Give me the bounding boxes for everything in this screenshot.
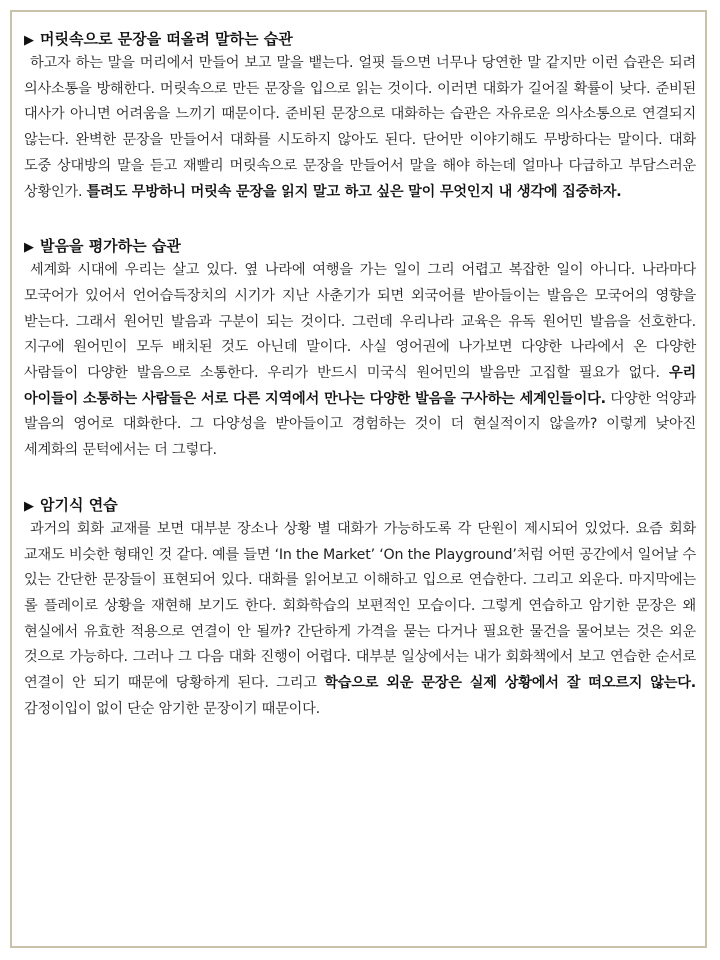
section-title: 발음을 평가하는 습관 [40,237,181,256]
section-memorization [24,493,696,723]
emphasized-text: 우리 아이들이 소통하는 사람들은 서로 다른 지역에서 만나는 다양한 발음을 구사하는 세계인들이다. [24,365,696,407]
section-heading [24,27,696,51]
section-paragraph [24,51,696,205]
triangle-bullet-icon: ▶ [24,33,34,48]
triangle-bullet-icon: ▶ [24,498,34,514]
paragraph-text: 감정이입이 없이 단순 암기한 문장이기 때문이다. [24,700,320,717]
triangle-bullet-icon: ▶ [24,240,34,256]
section-paragraph [24,258,696,464]
paragraph-text: 다양한 억양과 발음의 영어로 대화한다. 그 다양성을 받아들이고 경험하는 것이 더 현실적이지 않을까? 이렇게 낮아진 세계화의 문턱에서는 더 그렇다. [24,390,696,459]
section-title: 머릿속으로 문장을 떠올려 말하는 습관 [40,30,293,48]
section-pronunciation [24,234,696,464]
paragraph-text: 세계화 시대에 우리는 살고 있다. 옆 나라에 여행을 가는 일이 그리 어렵고 복잡한 일이 아니다. 나라마다 모국어가 있어서 언어습득장치의 시기가 지난 사춘기가 되면 외국어를 받아들이는 발음은 모국어의 영향을 받는다. 그래서 원어민 발음과 구분이 되는 것이다. 그런데 우리나라 교육은 유독 원어민 발음을 선호한다. 지구에 원어민이 모두 배치된 것도 아닌데 말이다. 사실 영어권에 나가보면 다양한 나라에서 온 다양한 사람들이 다양한 발음으로 소통한다. 우리가 반드시 미국식 원어민의 발음만 고집할 필요가 없다. [24,262,696,382]
section-heading [24,493,696,517]
emphasized-text: 틀려도 무방하니 머릿속 문장을 읽지 말고 하고 싶은 말이 무엇인지 내 생각에 집중하자. [86,183,622,200]
section-mental-sentences [24,27,696,205]
section-title: 암기식 연습 [40,495,118,514]
section-paragraph [24,517,696,723]
emphasized-text: 학습으로 외운 문장은 실제 상황에서 잘 떠오르지 않는다. [324,675,697,692]
section-heading [24,234,696,258]
paragraph-text: 하고자 하는 말을 머리에서 만들어 보고 말을 뱉는다. 얼핏 들으면 너무나 당연한 말 같지만 이런 습관은 되려 의사소통을 방해한다. 머릿속으로 만든 문장을 입으로 읽는 것이다. 이러면 대화가 길어질 확률이 낮다. 준비된 대사가 아니면 어려움을 느끼기 때문이다. 준비된 문장으로 대화하는 습관은 자유로운 의사소통으로 연결되지 않는다. 완벽한 문장을 만들어서 대화를 시도하지 않아도 된다. 단어만 이야기해도 무방하다는 말이다. 대화 도중 상대방의 말을 듣고 재빨리 머릿속으로 문장을 만들어서 말을 해야 하는데 얼마나 다급하고 부담스러운 상황인가. [24,55,696,200]
paragraph-text: 과거의 회화 교재를 보면 대부분 장소나 상황 별 대화가 가능하도록 각 단원이 제시되어 있었다. 요즘 회화 교재도 비슷한 형태인 것 같다. 예를 들면 ‘In the Market’ ‘On the Playground’처럼 어떤 공간에서 일어날 수 있는 간단한 문장들이 표현되어 있다. 대화를 읽어보고 이해하고 입으로 연습한다. 그리고 외운다. 마지막에는 롤 플레이로 상황을 재현해 보기도 한다. 회화학습의 보편적인 모습이다. 그렇게 연습하고 암기한 문장은 왜 현실에서 유효한 적용으로 연결이 안 될까? 간단하게 가격을 묻는 다거나 필요한 물건을 물어보는 것은 외운 것으로 가능하다. 그러나 그 다음 대화 진행이 어렵다. 대부분 일상에서는 내가 회화책에서 보고 연습한 순서로 연결이 안 되기 때문에 당황하게 된다. 그리고 [24,520,696,692]
document-content [24,27,696,722]
